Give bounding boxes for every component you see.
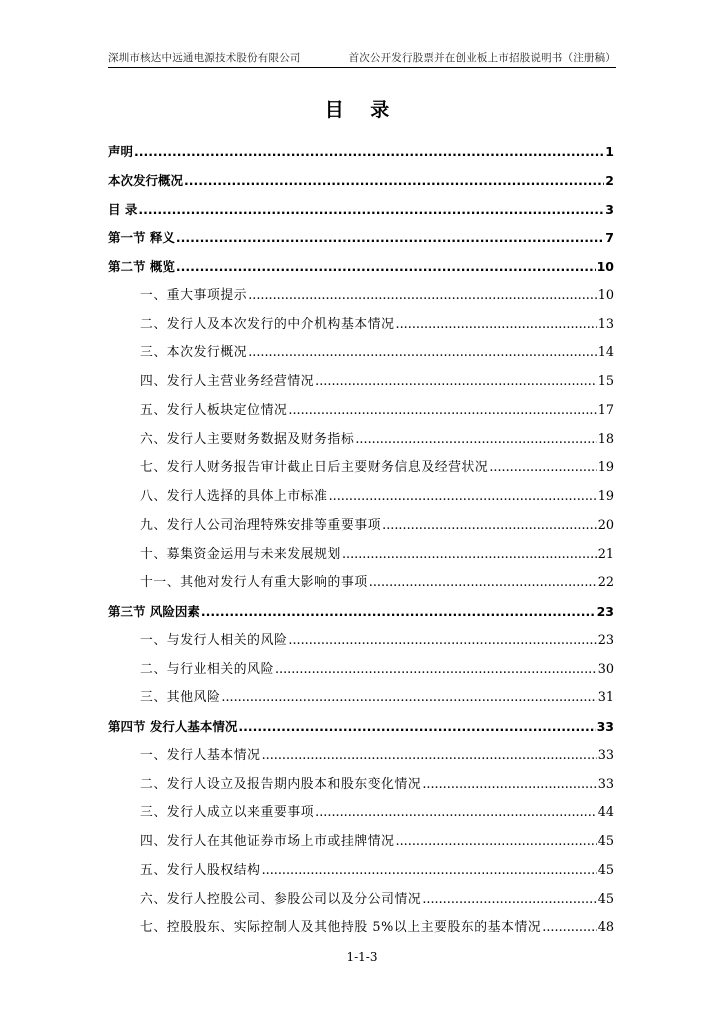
- toc-entry-label: 三、其他风险: [140, 690, 221, 706]
- toc-entry-label: 四、发行人主营业务经营情况: [140, 374, 315, 389]
- toc-entry-page-number: 20: [597, 517, 614, 533]
- toc-dot-leader: [329, 483, 597, 512]
- toc-entry-page-number: 30: [597, 661, 614, 677]
- toc-chapter-entry[interactable]: [108, 253, 614, 282]
- toc-section-entry[interactable]: [108, 512, 614, 541]
- toc-entry-page-number: 13: [597, 316, 614, 332]
- toc-entry-label: 十一、其他对发行人有重大影响的事项: [140, 575, 368, 591]
- toc-section-entry[interactable]: [108, 339, 614, 368]
- toc-dot-leader: [238, 713, 595, 742]
- toc-entry-label: 二、与行业相关的风险: [140, 661, 274, 677]
- page-number: 1-1-3: [346, 950, 378, 964]
- toc-chapter-entry[interactable]: [108, 138, 614, 167]
- toc-entry-page-number: 22: [597, 575, 614, 591]
- toc-dot-leader: [396, 828, 597, 857]
- toc-dot-leader: [288, 397, 596, 426]
- toc-chapter-entry[interactable]: [108, 713, 614, 742]
- toc-section-entry[interactable]: [108, 771, 614, 800]
- toc-entry-page-number: 33: [597, 747, 614, 763]
- toc-entry-page-number: 17: [597, 402, 614, 418]
- toc-dot-leader: [221, 684, 596, 713]
- toc-entry-label: 二、发行人设立及报告期内股本和股东变化情况: [140, 776, 422, 792]
- toc-entry-label: 五、发行人股权结构: [140, 862, 261, 878]
- toc-dot-leader: [342, 541, 597, 570]
- toc-chapter-entry[interactable]: [108, 598, 614, 627]
- toc-dot-leader: [489, 454, 596, 483]
- toc-dot-leader: [176, 253, 596, 282]
- toc-entry-label: 第一节 释义: [108, 230, 175, 246]
- toc-entry-label: 三、发行人成立以来重要事项: [140, 805, 315, 821]
- toc-dot-leader: [138, 196, 604, 225]
- toc-entry-page-number: 31: [597, 690, 614, 706]
- toc-section-entry[interactable]: [108, 541, 614, 570]
- toc-entry-page-number: 15: [597, 374, 614, 389]
- toc-section-entry[interactable]: [108, 397, 614, 426]
- toc-entry-page-number: 45: [597, 862, 614, 878]
- toc-dot-leader: [248, 339, 597, 368]
- toc-section-entry[interactable]: [108, 742, 614, 771]
- toc-dot-leader: [134, 138, 604, 167]
- toc-section-entry[interactable]: [108, 282, 614, 311]
- toc-section-entry[interactable]: [108, 684, 614, 713]
- toc-entry-label: 十、募集资金运用与未来发展规划: [140, 546, 341, 562]
- toc-dot-leader: [542, 914, 596, 943]
- toc-dot-leader: [369, 569, 597, 598]
- toc-chapter-entry[interactable]: [108, 167, 614, 196]
- toc-dot-leader: [275, 656, 597, 685]
- toc-entry-label: 一、重大事项提示: [140, 287, 248, 303]
- toc-entry-label: 六、发行人主要财务数据及财务指标: [140, 431, 355, 447]
- toc-dot-leader: [262, 857, 597, 886]
- toc-entry-page-number: 19: [597, 460, 614, 476]
- toc-entry-page-number: 23: [596, 604, 614, 619]
- toc-entry-label: 七、发行人财务报告审计截止日后主要财务信息及经营状况: [140, 460, 489, 476]
- toc-entry-label: 第二节 概览: [108, 259, 175, 274]
- toc-dot-leader: [355, 426, 596, 455]
- toc-entry-page-number: 14: [597, 345, 614, 361]
- toc-dot-leader: [315, 799, 597, 828]
- toc-entry-label: 八、发行人选择的具体上市标准: [140, 489, 328, 504]
- toc-entry-label: 一、与发行人相关的风险: [140, 632, 288, 648]
- toc-section-entry[interactable]: [108, 426, 614, 455]
- toc-entry-label: 四、发行人在其他证券市场上市或挂牌情况: [140, 834, 395, 849]
- toc-entry-page-number: 7: [605, 230, 614, 246]
- toc-chapter-entry[interactable]: [108, 224, 614, 253]
- toc-entry-page-number: 21: [597, 546, 614, 562]
- toc-section-entry[interactable]: [108, 627, 614, 656]
- toc-dot-leader: [201, 598, 596, 627]
- toc-chapter-entry[interactable]: [108, 196, 614, 225]
- toc-section-entry[interactable]: [108, 483, 614, 512]
- toc-section-entry[interactable]: [108, 368, 614, 397]
- toc-entry-label: 二、发行人及本次发行的中介机构基本情况: [140, 316, 395, 332]
- toc-entry-label: 七、控股股东、实际控制人及其他持股 5%以上主要股东的基本情况: [140, 920, 542, 936]
- toc-entry-label: 目 录: [108, 201, 138, 217]
- toc-dot-leader: [176, 224, 604, 253]
- toc-dot-leader: [382, 512, 597, 541]
- toc-entry-page-number: 33: [596, 719, 614, 734]
- toc-section-entry[interactable]: [108, 454, 614, 483]
- header-document-title: 首次公开发行股票并在创业板上市招股说明书（注册稿）: [348, 52, 616, 64]
- toc-dot-leader: [288, 627, 596, 656]
- header-rule: [108, 67, 616, 68]
- toc-entry-label: 一、发行人基本情况: [140, 747, 261, 763]
- toc-dot-leader: [422, 886, 596, 915]
- toc-entry-label: 声明: [108, 144, 134, 159]
- toc-entry-label: 第三节 风险因素: [108, 604, 200, 619]
- toc-dot-leader: [248, 282, 597, 311]
- toc-section-entry[interactable]: [108, 886, 614, 915]
- toc-dot-leader: [262, 742, 597, 771]
- toc-entry-page-number: 33: [597, 776, 614, 792]
- toc-section-entry[interactable]: [108, 799, 614, 828]
- toc-entry-label: 本次发行概况: [108, 172, 184, 188]
- toc-section-entry[interactable]: [108, 828, 614, 857]
- toc-entry-page-number: 44: [597, 805, 614, 821]
- toc-section-entry[interactable]: [108, 857, 614, 886]
- toc-entry-page-number: 3: [605, 201, 614, 217]
- toc-entry-page-number: 2: [605, 172, 614, 188]
- toc-section-entry[interactable]: [108, 914, 614, 943]
- toc-entry-page-number: 45: [597, 891, 614, 907]
- toc-section-entry[interactable]: [108, 311, 614, 340]
- toc-dot-leader: [422, 771, 596, 800]
- toc-section-entry[interactable]: [108, 656, 614, 685]
- toc-dot-leader: [184, 167, 604, 196]
- toc-entry-page-number: 10: [597, 287, 614, 303]
- running-header: [108, 50, 616, 65]
- toc-entry-page-number: 19: [597, 489, 614, 504]
- toc-entry-page-number: 23: [597, 632, 614, 648]
- toc-entry-label: 九、发行人公司治理特殊安排等重要事项: [140, 517, 382, 533]
- toc-entry-label: 六、发行人控股公司、参股公司以及分公司情况: [140, 891, 422, 907]
- toc-entry-page-number: 18: [597, 431, 614, 447]
- toc-entry-label: 三、本次发行概况: [140, 345, 248, 361]
- toc-section-entry[interactable]: [108, 569, 614, 598]
- toc-entry-page-number: 10: [596, 259, 614, 274]
- header-company-name: 深圳市核达中远通电源技术股份有限公司: [108, 52, 301, 64]
- toc-dot-leader: [396, 311, 597, 340]
- toc-dot-leader: [315, 368, 597, 397]
- toc-entry-page-number: 45: [597, 834, 614, 849]
- toc-entry-label: 第四节 发行人基本情况: [108, 719, 238, 734]
- table-of-contents: [108, 138, 614, 943]
- toc-title: 目 录: [324, 99, 400, 121]
- toc-entry-page-number: 48: [597, 920, 614, 936]
- toc-entry-page-number: 1: [605, 144, 614, 159]
- toc-entry-label: 五、发行人板块定位情况: [140, 402, 288, 418]
